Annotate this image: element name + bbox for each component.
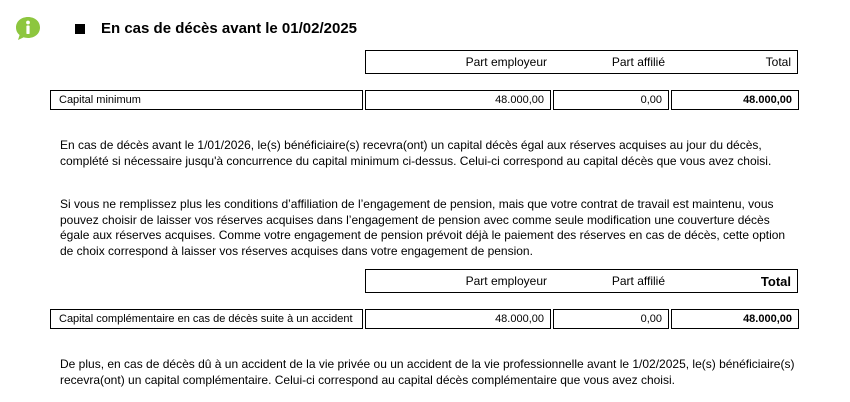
table1-row-label: Capital minimum xyxy=(50,90,363,110)
table2-row-total: 48.000,00 xyxy=(671,309,799,329)
table2-row xyxy=(50,309,799,329)
table2-row-affiliate: 0,00 xyxy=(553,309,669,329)
table1-header xyxy=(365,50,798,74)
table2-row-label: Capital complémentaire en cas de décès suite à un accident xyxy=(50,309,363,329)
table1-row-affiliate: 0,00 xyxy=(553,90,669,110)
info-icon[interactable] xyxy=(14,15,42,43)
table1-header-affiliate: Part affilié xyxy=(611,55,665,69)
table1-header-total: Total xyxy=(765,55,791,69)
paragraph-3: De plus, en cas de décès dû à un accident de la vie privée ou un accident de la vie professionnelle avant le 1/02/2025, le(s) bénéficiaire(s) recevra(ont) un capital complémentaire. Celui-ci correspond au capital décès complémentaire que vous avez choisi. xyxy=(60,357,795,387)
table2-row-employer: 48.000,00 xyxy=(365,309,551,329)
paragraph-2: Si vous ne remplissez plus les conditions d’affiliation de l’engagement de pension, mais que votre contrat de travail est maintenu, vous pouvez choisir de laisser vos réserves acquises dans l’engagement de pension avec comme seule modification une couverture décès égale aux réserves acquises. Comme votre engagement de pension prévoit déjà le paiement des réserves en cas de décès, cette option de choix correspond à laisser vos réserves acquises dans votre engagement de pension. xyxy=(60,197,786,258)
table1-row-total: 48.000,00 xyxy=(671,90,799,110)
table2-header-affiliate: Part affilié xyxy=(611,274,665,288)
section-title xyxy=(75,20,357,37)
table1-row-employer: 48.000,00 xyxy=(365,90,551,110)
table2-header-total: Total xyxy=(760,273,791,289)
table2-header-employer: Part employeur xyxy=(465,274,547,288)
paragraph-1: En cas de décès avant le 1/01/2026, le(s) bénéficiaire(s) recevra(ont) un capital décès égal aux réserves acquises au jour du décès, complété si nécessaire jusqu'à concurrence du capital minimum ci-dessus. Celui-ci correspond au capital décès que vous avez choisi. xyxy=(60,138,772,168)
section-title-text: En cas de décès avant le 01/02/2025 xyxy=(101,20,358,37)
table1-header-employer: Part employeur xyxy=(465,55,547,69)
table2-header xyxy=(365,269,798,293)
table1-row xyxy=(50,90,799,110)
square-bullet-icon xyxy=(75,24,85,34)
